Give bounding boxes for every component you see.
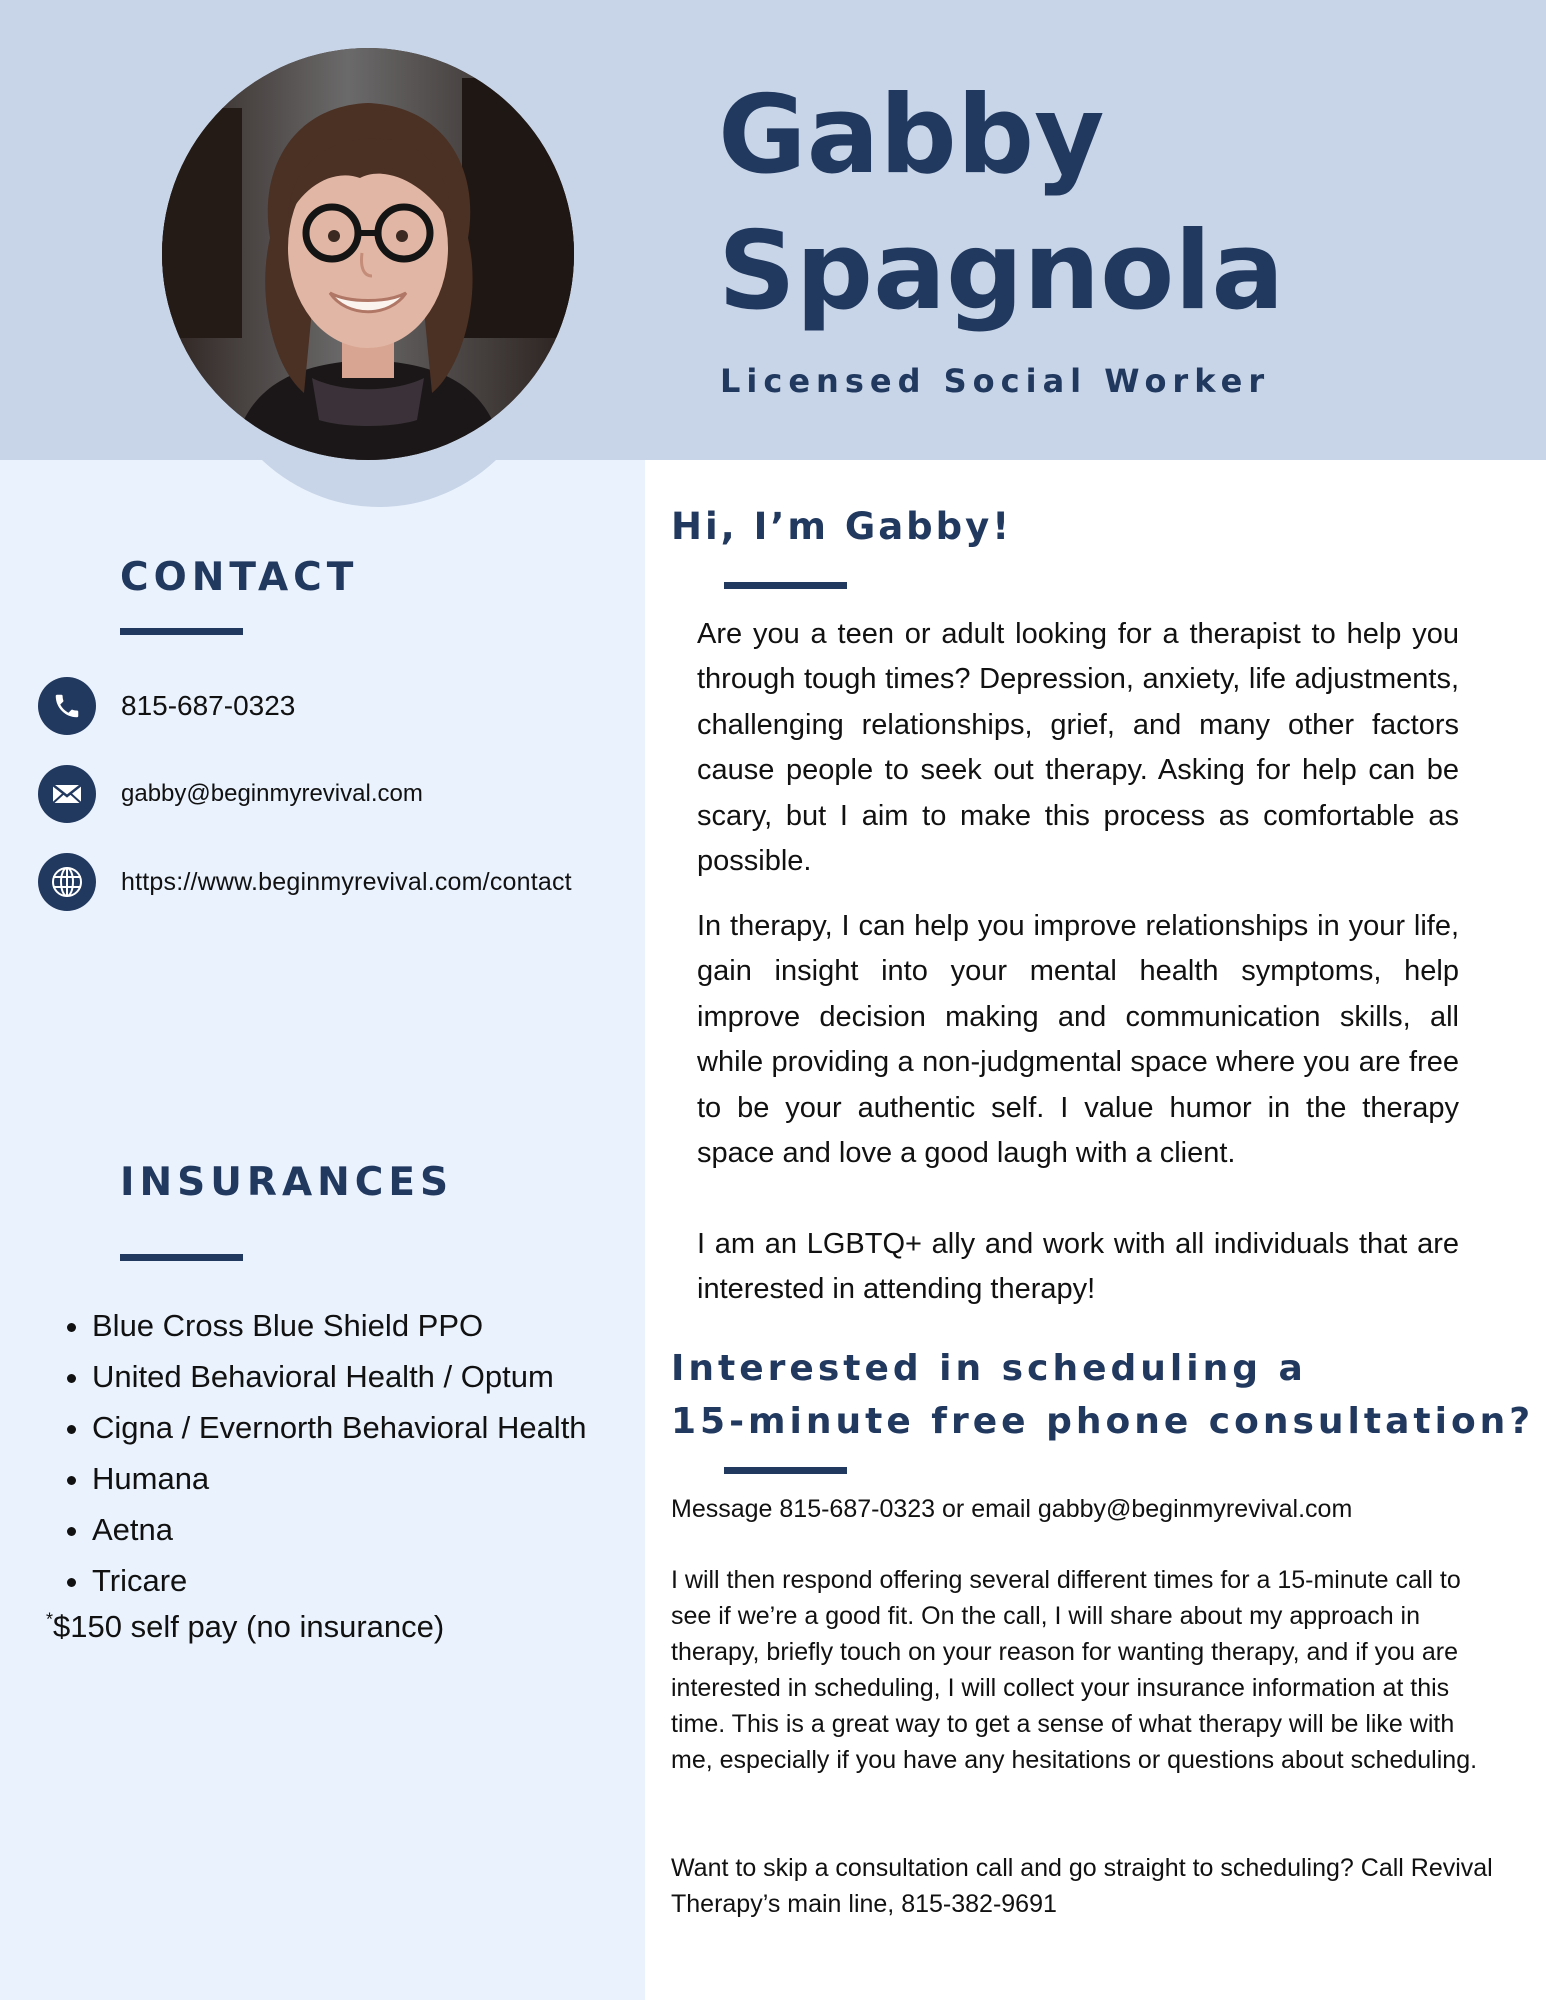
list-item: • Cigna / Evernorth Behavioral Health bbox=[92, 1402, 587, 1453]
consultation-message: Message 815-687-0323 or email gabby@beginmyrevival.com bbox=[671, 1495, 1353, 1523]
list-item: • Blue Cross Blue Shield PPO bbox=[92, 1300, 587, 1351]
job-title: Licensed Social Worker bbox=[720, 362, 1271, 400]
insurance-list bbox=[58, 1300, 587, 1606]
consultation-heading-line-2: 15-minute free phone consultation? bbox=[671, 1401, 1535, 1442]
intro-paragraph-1: Are you a teen or adult looking for a therapist to help you through tough times? Depression, anxiety, life adjustments, challenging relationships, grief, and many other factors cause people to seek out therapy. Asking for help can be scary, but I aim to make this process as comfortable as possible. bbox=[697, 618, 1459, 878]
consultation-skip-note: Want to skip a consultation call and go straight to scheduling? Call Revival Therapy’s main line, 815-382-9691 bbox=[671, 1854, 1493, 1918]
profile-photo bbox=[162, 48, 574, 460]
contact-website-row bbox=[38, 852, 572, 912]
phone-icon bbox=[38, 677, 96, 735]
globe-icon bbox=[38, 853, 96, 911]
list-item: • United Behavioral Health / Optum bbox=[92, 1351, 587, 1402]
email-icon bbox=[38, 765, 96, 823]
self-pay-text: $150 self pay (no insurance) bbox=[53, 1609, 445, 1644]
intro-heading: Hi, I’m Gabby! bbox=[671, 505, 1013, 548]
last-name: Spagnola bbox=[718, 209, 1285, 334]
consultation-details: I will then respond offering several different times for a 15-minute call to see if we’re a good fit. On the call, I will share about my approach in therapy, briefly touch on your reason for wanting therapy, and if you are interested in scheduling, I will collect your insurance information at this time. This is a great way to get a sense of what therapy will be like with me, especially if you have any hesitations or questions about scheduling. bbox=[671, 1566, 1478, 1774]
consultation-heading-line-1: Interested in scheduling a bbox=[671, 1348, 1307, 1389]
contact-phone-row bbox=[38, 676, 296, 736]
contact-phone[interactable]: 815-687-0323 bbox=[121, 690, 296, 721]
intro-paragraph-2: In therapy, I can help you improve relationships in your life, gain insight into your mental health symptoms, help improve decision making and communication skills, all while providing a non-judgmental space where you are free to be your authentic self. I value humor in the therapy space and love a good laugh with a client. bbox=[697, 910, 1459, 1170]
list-item: • Tricare bbox=[92, 1555, 587, 1606]
person-name bbox=[718, 68, 1284, 340]
contact-heading: CONTACT bbox=[120, 555, 359, 600]
insurances-heading: INSURANCES bbox=[120, 1160, 454, 1205]
consultation-heading bbox=[671, 1342, 1534, 1448]
intro-heading-underline bbox=[724, 582, 847, 589]
sidebar-panel bbox=[0, 460, 645, 2000]
portrait-illustration bbox=[162, 48, 574, 460]
contact-website[interactable]: https://www.beginmyrevival.com/contact bbox=[121, 867, 572, 896]
intro-paragraph-3: I am an LGBTQ+ ally and work with all individuals that are interested in attending therapy! bbox=[697, 1228, 1459, 1306]
insurances-heading-underline bbox=[120, 1254, 243, 1261]
consultation-heading-underline bbox=[724, 1467, 847, 1474]
contact-email[interactable]: gabby@beginmyrevival.com bbox=[121, 780, 423, 807]
list-item: • Aetna bbox=[92, 1504, 587, 1555]
contact-email-row bbox=[38, 764, 423, 824]
self-pay-marker: * bbox=[46, 1609, 54, 1630]
self-pay-note bbox=[46, 1609, 444, 1645]
first-name: Gabby bbox=[718, 73, 1105, 198]
contact-heading-underline bbox=[120, 628, 243, 635]
list-item: • Humana bbox=[92, 1453, 587, 1504]
